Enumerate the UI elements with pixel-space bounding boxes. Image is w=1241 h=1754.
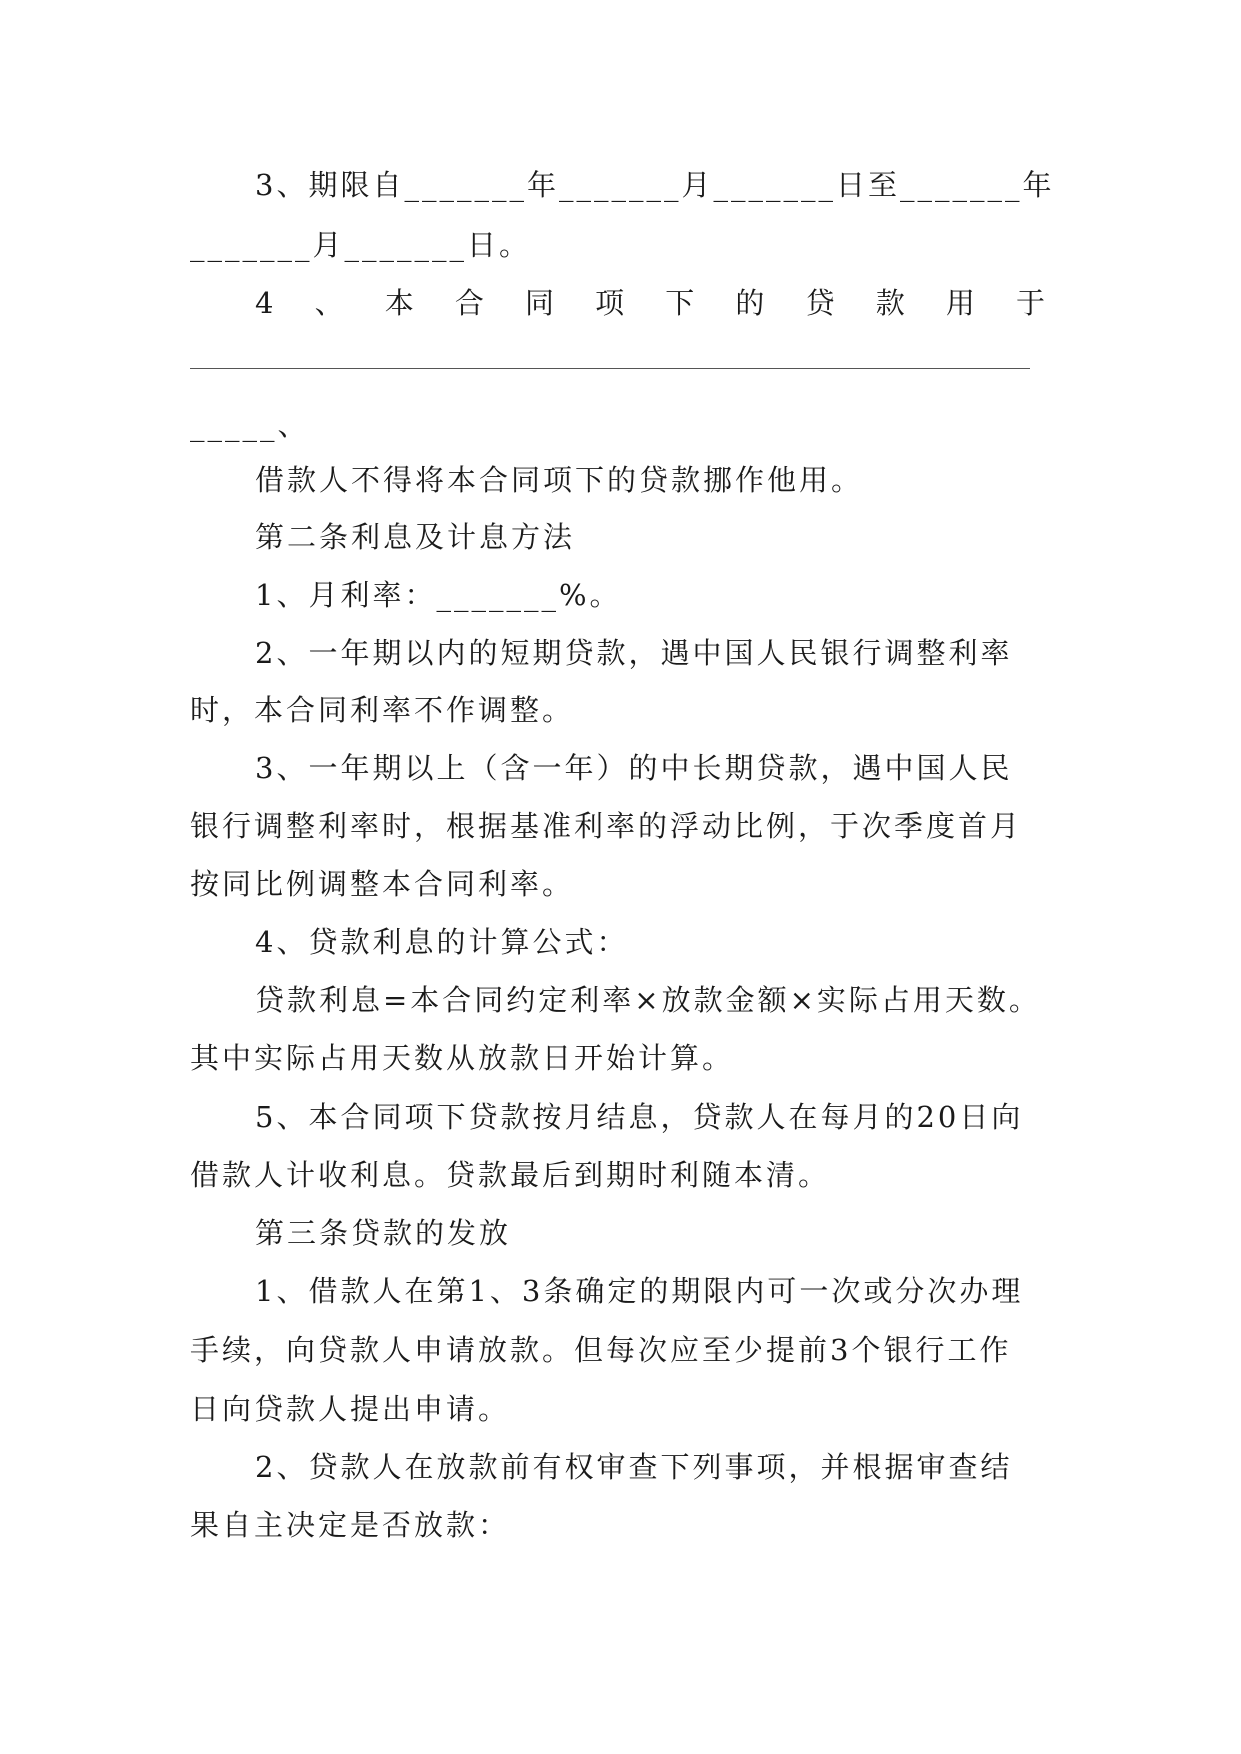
article-2-heading: 第二条利息及计息方法 [255,520,576,554]
review-clause-cont: 果自主决定是否放款： [190,1508,511,1542]
long-term-clause: 3、一年期以上（含一年）的中长期贷款，遇中国人民 [255,751,1013,785]
interest-formula-heading: 4、贷款利息的计算公式： [255,925,629,959]
review-clause: 2、贷款人在放款前有权审查下列事项，并根据审查结 [255,1450,1013,1484]
interest-formula: 贷款利息=本合同约定利率×放款金额×实际占用天数。 [255,983,1041,1017]
loan-purpose-char: 项 [595,286,625,320]
loan-purpose-char: 贷 [805,286,835,320]
term-period-line-cont: _______月_______日。 [190,228,532,262]
disbursement-clause-cont-1: 手续，向贷款人申请放款。但每次应至少提前3个银行工作 [190,1333,1012,1367]
long-term-clause-cont-1: 银行调整利率时，根据基准利率的浮动比例，于次季度首月 [190,809,1023,843]
loan-purpose-line [255,283,1045,323]
loan-purpose-char: 4 [255,286,274,320]
short-term-clause: 2、一年期以内的短期贷款，遇中国人民银行调整利率 [255,636,1013,670]
loan-purpose-char: 于 [1015,286,1045,320]
loan-purpose-char: 同 [525,286,555,320]
loan-purpose-char: 用 [945,286,975,320]
short-term-clause-cont: 时，本合同利率不作调整。 [190,693,575,727]
loan-purpose-char: 、 [314,286,344,320]
term-period-line: 3、期限自_______年_______月_______日至_______年 [255,168,1055,202]
monthly-rate-line: 1、月利率：_______%。 [255,578,622,612]
disbursement-clause-cont-2: 日向贷款人提出申请。 [190,1392,511,1426]
no-misuse-clause: 借款人不得将本合同项下的贷款挪作他用。 [255,463,864,497]
long-term-clause-cont-2: 按同比例调整本合同利率。 [190,867,575,901]
loan-purpose-char: 的 [735,286,765,320]
disbursement-clause: 1、借款人在第1、3条确定的期限内可一次或分次办理 [255,1274,1024,1308]
fill-in-blank-rule [190,368,1030,369]
monthly-settlement-clause: 5、本合同项下贷款按月结息，贷款人在每月的20日向 [255,1100,1024,1134]
loan-purpose-blank-end: _____、 [190,408,310,442]
monthly-settlement-clause-cont: 借款人计收利息。贷款最后到期时利随本清。 [190,1158,831,1192]
article-3-heading: 第三条贷款的发放 [255,1216,512,1250]
loan-purpose-char: 款 [875,286,905,320]
loan-purpose-char: 合 [454,286,484,320]
interest-formula-cont: 其中实际占用天数从放款日开始计算。 [190,1041,735,1075]
loan-purpose-char: 下 [665,286,695,320]
loan-purpose-char: 本 [384,286,414,320]
